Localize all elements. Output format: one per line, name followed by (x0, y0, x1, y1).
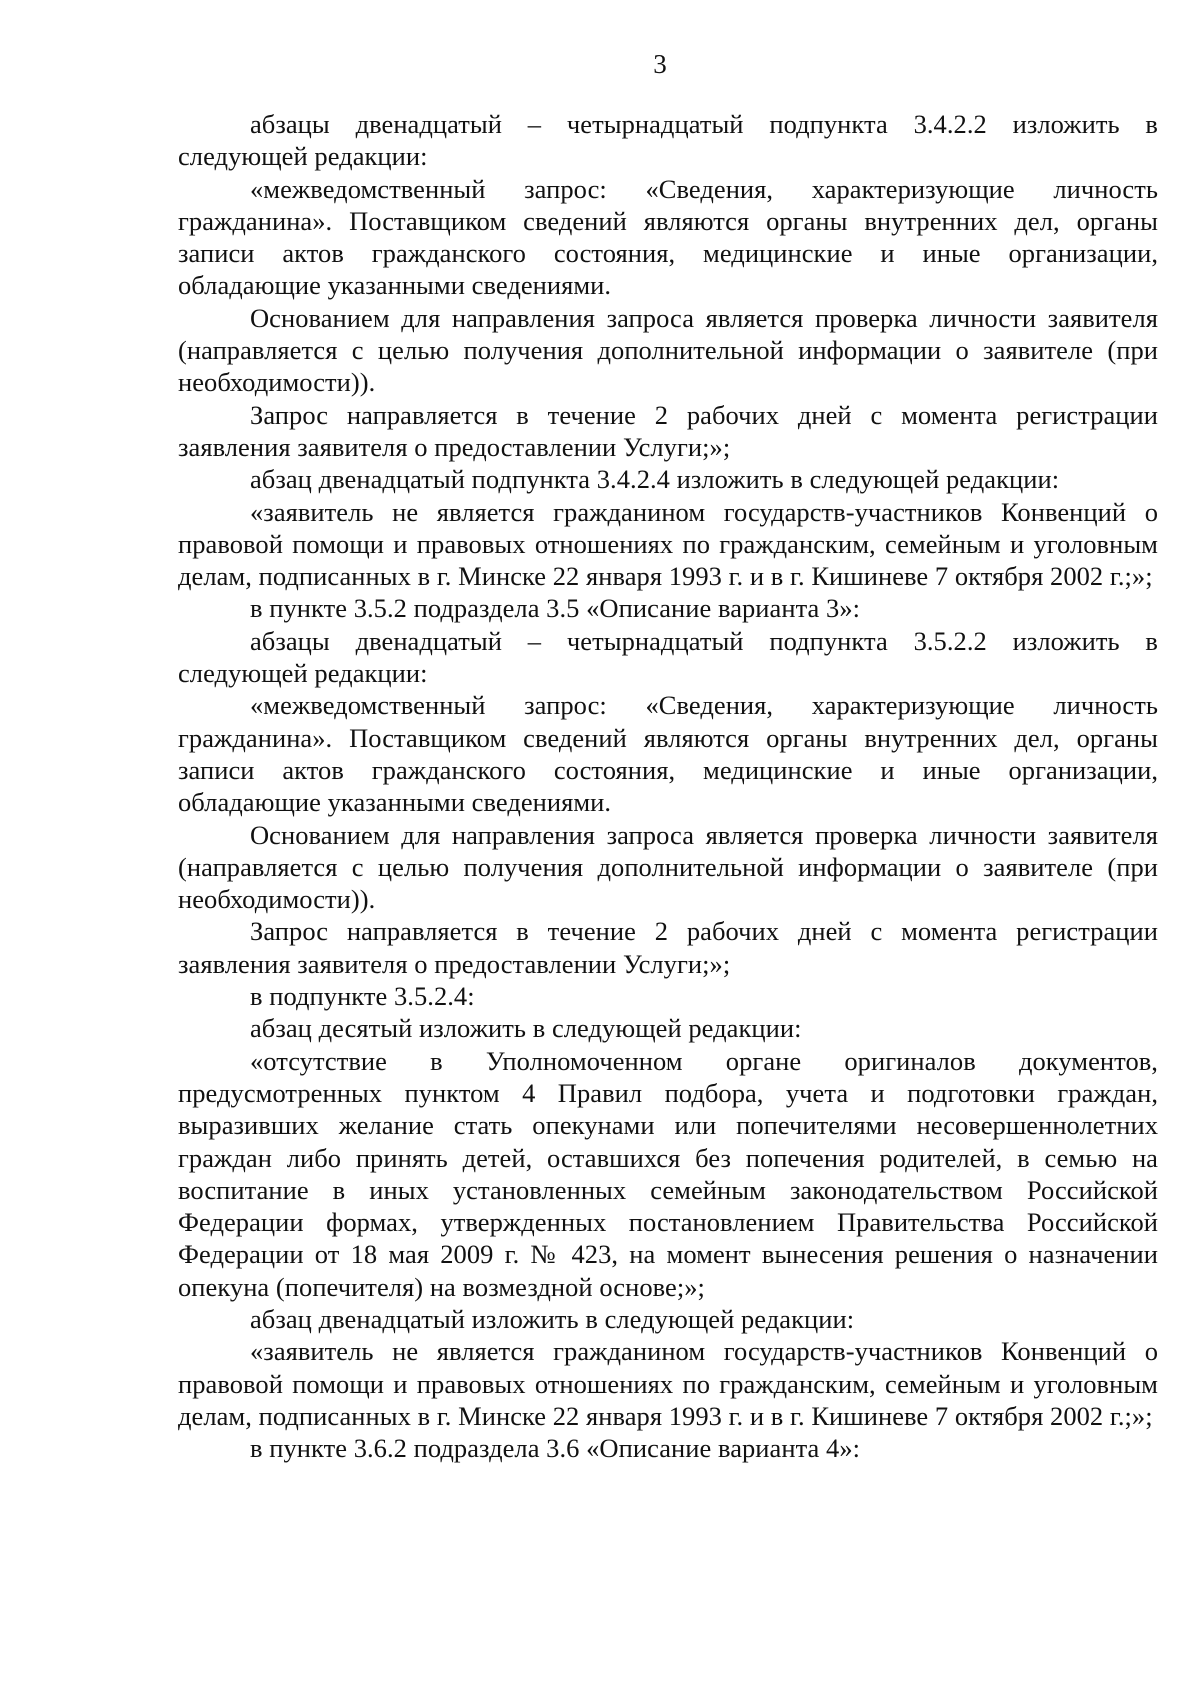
paragraph: абзац двенадцатый изложить в следующей редакции: (250, 1303, 855, 1334)
paragraph: абзац десятый изложить в следующей редакции: (250, 1013, 802, 1044)
paragraph: абзац двенадцатый подпункта 3.4.2.4 изложить в следующей редакции: (250, 464, 1060, 495)
paragraph: «заявитель не является гражданином государств-участников Конвенций о правовой помощи и правовых отношениях по гражданским, семейным и уголовным делам, подписанных в г. Минске 22 января 1993 г. и в г. Кишиневе 7 октября 2002 г.;»; (178, 496, 1158, 592)
paragraph: «межведомственный запрос: «Сведения, характеризующие личность гражданина». Поставщиком сведений являются органы внутренних дел, органы записи актов гражданского состояния, медицинские и иные организации, обладающие указанными сведениями. (178, 173, 1158, 301)
paragraph: Основанием для направления запроса является проверка личности заявителя (направляется с целью получения дополнительной информации о заявителе (при необходимости)). (178, 302, 1158, 398)
paragraph: «заявитель не является гражданином государств-участников Конвенций о правовой помощи и правовых отношениях по гражданским, семейным и уголовным делам, подписанных в г. Минске 22 января 1993 г. и в г. Кишиневе 7 октября 2002 г.;»; (178, 1336, 1158, 1431)
paragraph: в подпункте 3.5.2.4: (250, 981, 475, 1012)
paragraph: Запрос направляется в течение 2 рабочих дней с момента регистрации заявления заявителя о предоставлении Услуги;»; (178, 916, 1158, 979)
document-body (178, 108, 1158, 1464)
paragraph: Основанием для направления запроса является проверка личности заявителя (направляется с целью получения дополнительной информации о заявителе (при необходимости)). (178, 819, 1158, 915)
paragraph: в пункте 3.5.2 подраздела 3.5 «Описание варианта 3»: (250, 593, 861, 624)
paragraph: в пункте 3.6.2 подраздела 3.6 «Описание варианта 4»: (250, 1433, 861, 1464)
paragraph: абзацы двенадцатый – четырнадцатый подпункта 3.4.2.2 изложить в следующей редакции: (178, 109, 1158, 172)
page-number: 3 (653, 49, 667, 79)
paragraph: Запрос направляется в течение 2 рабочих дней с момента регистрации заявления заявителя о предоставлении Услуги;»; (178, 399, 1158, 462)
paragraph: «отсутствие в Уполномоченном органе оригиналов документов, предусмотренных пунктом 4 Правил подбора, учета и подготовки граждан, выразивших желание стать опекунами или попечителями несовершеннолетних граждан либо принять детей, оставшихся без попечения родителей, в семью на воспитание в иных установленных семейным законодательством Российской Федерации формах, утвержденных постановлением Правительства Российской Федерации от 18 мая 2009 г. № 423, на момент вынесения решения о назначении опекуна (попечителя) на возмездной основе;»; (178, 1045, 1158, 1302)
paragraph: «межведомственный запрос: «Сведения, характеризующие личность гражданина». Поставщиком сведений являются органы внутренних дел, органы записи актов гражданского состояния, медицинские и иные организации, обладающие указанными сведениями. (178, 690, 1158, 818)
paragraph: абзацы двенадцатый – четырнадцатый подпункта 3.5.2.2 изложить в следующей редакции: (178, 625, 1158, 689)
